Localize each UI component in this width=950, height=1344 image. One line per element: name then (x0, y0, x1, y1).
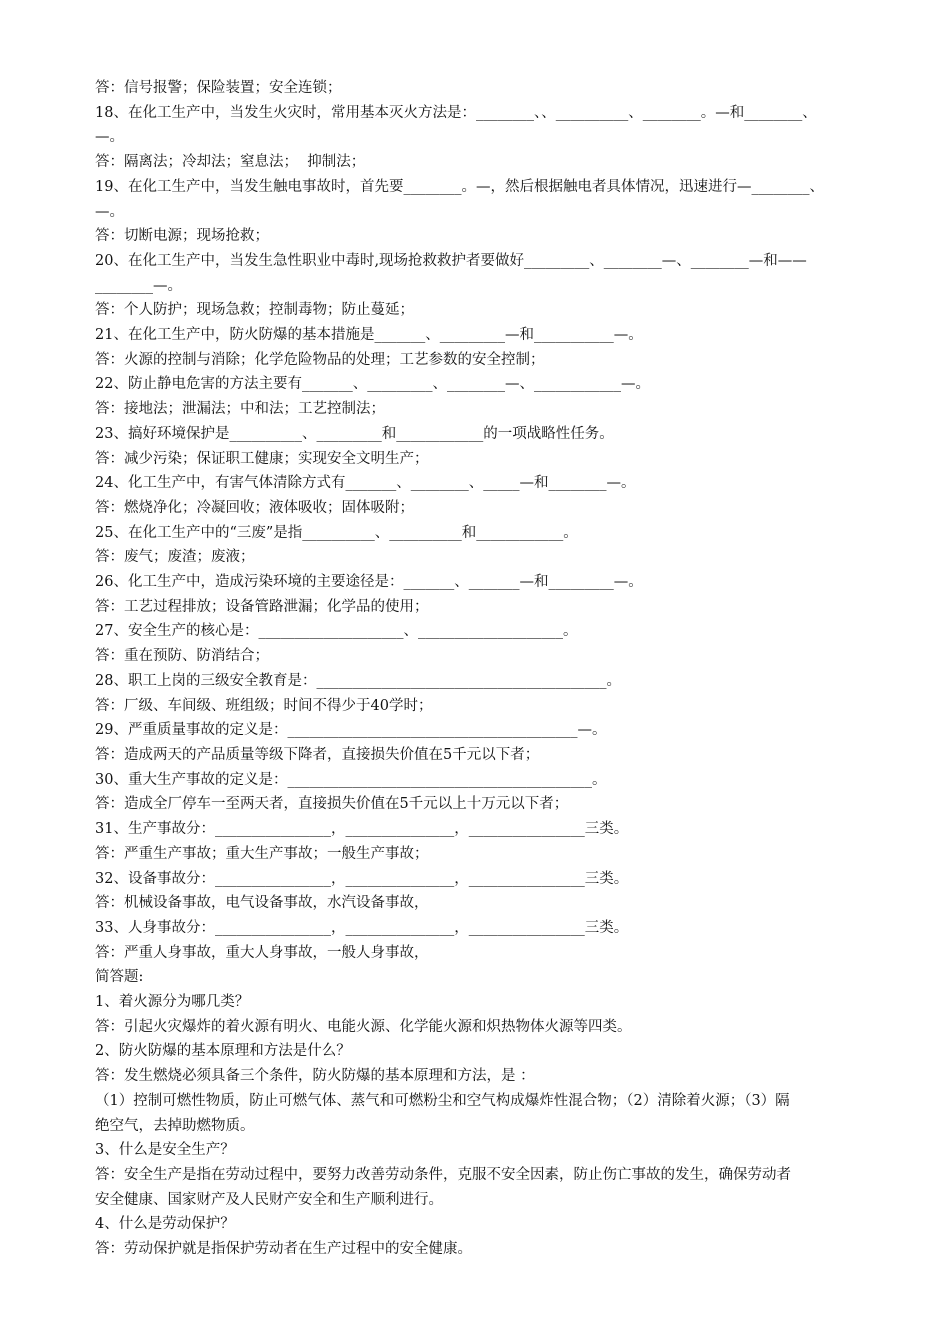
answer-18: 答：隔离法；冷却法；窒息法； 抑制法； (95, 154, 366, 171)
answer-30: 答：造成全厂停车一至两天者，直接损失价值在5千元以上十万元以下者； (95, 796, 569, 813)
answer-21: 答：火源的控制与消除；化学危险物品的处理；工艺参数的安全控制； (95, 351, 545, 368)
question-19: 19、在化工生产中，当发生触电事故时，首先要________。—，然后根据触电者具体情况，迅速进行—________、 (95, 178, 824, 195)
short-answer-1: 答：引起火灾爆炸的着火源有明火、电能火源、化学能火源和炽热物体火源等四类。 (95, 1018, 632, 1035)
short-question-2: 2、防火防爆的基本原理和方法是什么？ (95, 1043, 351, 1060)
answer-23: 答：减少污染；保证职工健康；实现安全文明生产； (95, 450, 429, 467)
question-29: 29、严重质量事故的定义是：________________________________________—。 (95, 722, 607, 739)
answer-33: 答：严重人身事故，重大人身事故，一般人身事故， (95, 944, 429, 961)
short-question-4: 4、什么是劳动保护？ (95, 1216, 235, 1233)
question-18-cont: —。 (95, 129, 124, 146)
question-27: 27、安全生产的核心是：____________________、____________________。 (95, 623, 578, 640)
answer-28: 答：厂级、车间级、班组级；时间不得少于40学时； (95, 697, 433, 714)
document-page (95, 76, 895, 1262)
answer-17: 答：信号报警；保险装置；安全连锁； (95, 80, 342, 96)
question-20: 20、在化工生产中，当发生急性职业中毒时,现场抢救救护者要做好_________、________—、________—和—— (95, 252, 807, 269)
answer-31: 答：严重生产事故；重大生产事故；一般生产事故； (95, 845, 429, 862)
question-24: 24、化工生产中，有害气体清除方式有_______、________、_____—和________—。 (95, 475, 636, 492)
question-20-cont: ________—。 (95, 277, 182, 294)
answer-32: 答：机械设备事故，电气设备事故，水汽设备事故， (95, 895, 429, 912)
short-answer-3: 答：安全生产是指在劳动过程中，要努力改善劳动条件，克服不安全因素，防止伤亡事故的发生，确保劳动者 (95, 1166, 791, 1183)
answer-24: 答：燃烧净化；冷凝回收；液体吸收；固体吸附； (95, 499, 414, 516)
short-question-1: 1、着火源分为哪几类？ (95, 994, 250, 1011)
short-answer-4: 答：劳动保护就是指保护劳动者在生产过程中的安全健康。 (95, 1241, 472, 1258)
answer-26: 答：工艺过程排放；设备管路泄漏；化学品的使用； (95, 598, 429, 615)
question-30: 30、重大生产事故的定义是：__________________________________________。 (95, 771, 607, 788)
question-22: 22、防止静电危害的方法主要有_______、_________、________—、____________—。 (95, 376, 650, 393)
answer-25: 答：废气；废渣；废液； (95, 549, 255, 566)
question-33: 33、人身事故分：________________，_______________，________________三类。 (95, 919, 629, 936)
answer-19: 答：切断电源；现场抢救； (95, 228, 269, 245)
question-18: 18、在化工生产中，当发生火灾时，常用基本灭火方法是：________、、__________、________。—和________、 (95, 104, 817, 121)
short-answer-2-cont: 绝空气，去掉助燃物质。 (95, 1117, 255, 1134)
question-32: 32、设备事故分：________________，_______________，________________三类。 (95, 870, 629, 887)
question-31: 31、生产事故分：________________，_______________，________________三类。 (95, 821, 629, 838)
question-26: 26、化工生产中，造成污染环境的主要途径是：_______、_______—和_________—。 (95, 574, 643, 591)
short-answer-3-cont: 安全健康、国家财产及人民财产安全和生产顺利进行。 (95, 1191, 443, 1208)
answer-22: 答：接地法；泄漏法；中和法；工艺控制法； (95, 401, 385, 418)
short-answer-2-cont: （1）控制可燃性物质，防止可燃气体、蒸气和可燃粉尘和空气构成爆炸性混合物；（2）清除着火源；（3）隔 (95, 1092, 790, 1109)
question-25: 25、在化工生产中的“三废”是指__________、__________和____________。 (95, 524, 578, 541)
short-answer-2: 答：发生燃烧必须具备三个条件，防火防爆的基本原理和方法，是 ： (95, 1068, 535, 1085)
question-28: 28、职工上岗的三级安全教育是：________________________________________。 (95, 672, 621, 689)
question-21: 21、在化工生产中，防火防爆的基本措施是_______、_________—和___________—。 (95, 327, 643, 344)
question-19-cont: —。 (95, 203, 124, 220)
answer-29: 答：造成两天的产品质量等级下降者，直接损失价值在5千元以下者； (95, 746, 540, 763)
answer-20: 答：个人防护；现场急救；控制毒物；防止蔓延； (95, 302, 414, 319)
answer-27: 答：重在预防、防消结合； (95, 648, 269, 665)
short-question-3: 3、什么是安全生产？ (95, 1142, 235, 1159)
section-heading-short-answer: 简答题: (95, 969, 144, 986)
question-23: 23、搞好环境保护是__________、_________和____________的一项战略性任务。 (95, 425, 614, 442)
